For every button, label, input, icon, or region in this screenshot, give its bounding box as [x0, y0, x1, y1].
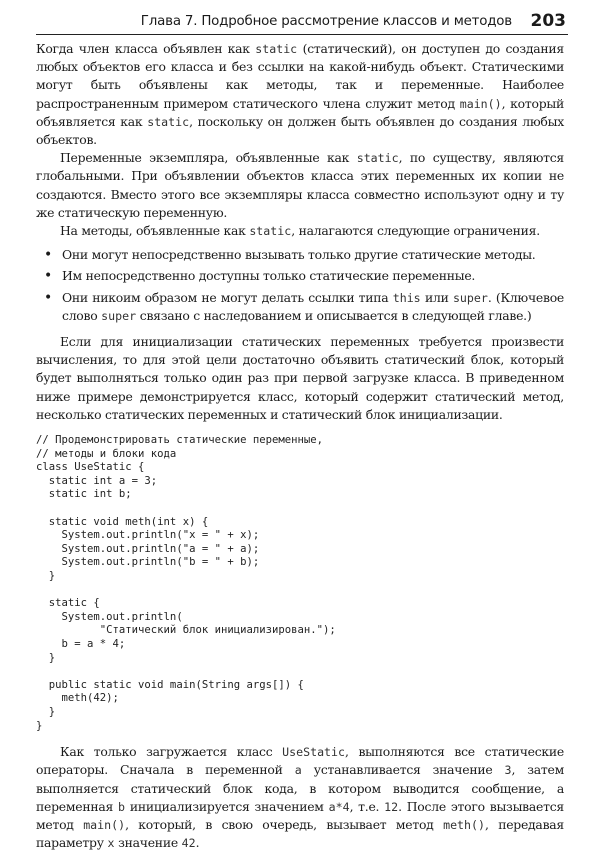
- paragraph-static-intro: Когда член класса объявлен как static (статический), он доступен до создания любых объектов его класса и без ссылки на какой-нибудь объект. Статическими могут быть объявлены как методы, так и переменные. Наиболее распространенным примером статического члена служит метод main(), который объявляется как static, поскольку он должен быть объявлен до создания любых объектов.: [36, 41, 564, 148]
- inline-code: 42: [181, 836, 196, 851]
- restrictions-list: [36, 246, 564, 325]
- page-body: [36, 40, 564, 852]
- inline-code: this: [392, 290, 421, 305]
- inline-code: super: [101, 308, 137, 323]
- inline-code: x: [107, 836, 115, 851]
- paragraph-execution-order: Как только загружается класс UseStatic, выполняются все статические операторы. Сначала в переменной a устанавливается значение 3, затем выполняется статический блок кода, в котором выводится сообщение, а переменная b инициализируется значением a*4, т.е. 12. После этого вызывается метод main(), который, в свою очередь, вызывает метод meth(), передавая параметру x значение 42.: [36, 744, 565, 851]
- inline-code: a: [294, 763, 302, 778]
- inline-code: super: [452, 290, 488, 305]
- chapter-title: Глава 7. Подробное рассмотрение классов и методов: [140, 14, 512, 29]
- inline-code: 12: [384, 799, 399, 814]
- paragraph-static-block: Если для инициализации статических переменных требуется произвести вычисления, то для этой цели достаточно объявить статический блок, который будет выполняться только один раз при первой загрузке класса. В приведенном ниже примере демонстрируется класс, который содержит статический метод, несколько статических переменных и статический блок инициализации.: [36, 334, 564, 422]
- page-number: 203: [530, 11, 566, 31]
- inline-code: static: [249, 224, 292, 239]
- inline-code: main(): [83, 817, 126, 832]
- paragraph-static-variables: Переменные экземпляра, объявленные как static, по существу, являются глобальными. При объявлении объектов класса этих переменных их копии не создаются. Вместо этого все экземпляры класса совместно используют одну и ту же статическую переменную.: [36, 150, 565, 220]
- inline-code: meth(): [443, 817, 485, 832]
- inline-code: static: [356, 151, 399, 166]
- running-header: [36, 12, 568, 35]
- paragraph-static-restrictions: На методы, объявленные как static, налагаются следующие ограничения.: [60, 223, 540, 239]
- inline-code: b: [117, 799, 125, 814]
- inline-code: static: [255, 42, 298, 56]
- list-item: • Они могут непосредственно вызывать только другие статические методы.: [62, 246, 564, 264]
- code-listing: // Продемонстрировать статические переменные, // методы и блоки кода class UseStatic { static int a = 3; static int b; static void meth(int x) { System.out.println("x = " + x); System.out.println("a = " + a); System.out.println("b = " + b); } static { System.out.println( "Статический блок инициализирован."); b = a * 4; } public static void main(String args[]) { meth(42); } }: [36, 434, 336, 732]
- inline-code: UseStatic: [282, 745, 345, 760]
- list-item: • Им непосредственно доступны только статические переменные.: [62, 267, 564, 285]
- inline-code: main(): [459, 96, 502, 111]
- list-item: • Они никоим образом не могут делать ссылки типа this или super. (Ключевое слово super связано с наследованием и описывается в следующей главе.): [62, 289, 564, 325]
- inline-code: 3: [504, 763, 512, 778]
- inline-code: a*4: [328, 799, 350, 814]
- inline-code: static: [147, 114, 190, 129]
